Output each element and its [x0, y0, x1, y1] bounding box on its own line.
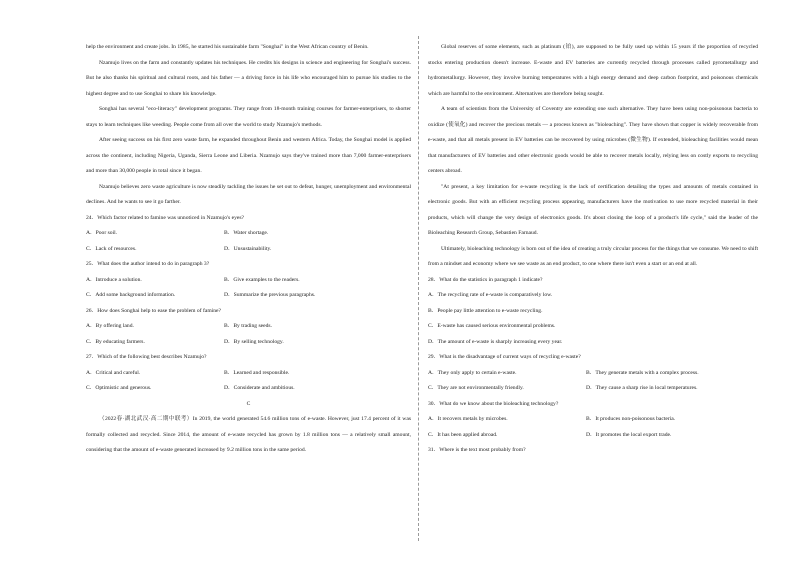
left-column [86, 40, 411, 459]
passage-paragraph: After seeing success on his first zero waste farm, he expanded throughout Benin and western Africa. Today, the Songhai model is applied across the continent, including Nigeria, Uganda, Sierra Leone and Liberia. Nzamujo says they've trained more than 7,000 farmer-enterprisers and more than 30,000 people in total since it began. [86, 137, 411, 174]
passage-paragraph: Songhai has several "eco-literacy" development programs. They range from 18-month training courses for farmer-enterprisers, to shorter stays to learn techniques like weeding. People come from all over the world to study Nzamujo's methods. [86, 106, 411, 128]
option-a: A．It recovers metals by microbes. [428, 416, 508, 422]
question-29-options-row-2 [428, 381, 758, 397]
option-d: D．Unsustainability. [224, 245, 272, 252]
option-d: D．By selling technology. [224, 338, 284, 345]
column-divider [418, 36, 419, 541]
option-c: C．Lack of resources. [86, 245, 137, 252]
question-29-stem: 29．What is the disadvantage of current ways of recycling e-waste? [428, 354, 581, 360]
question-30-options-row-2 [428, 428, 758, 444]
option-d: D．It promotes the local export trade. [586, 431, 672, 438]
question-25-options-row-2 [86, 288, 411, 304]
option-c: C．E-waste has caused serious environmental problems. [428, 323, 556, 329]
question-26-options-row-1 [86, 319, 411, 335]
question-25-options-row-1 [86, 273, 411, 289]
option-a: A．Poor soil. [86, 230, 118, 236]
question-27-options-row-1 [86, 366, 411, 382]
passage-paragraph: Global reserves of some elements, such as platinum (铂), are supposed to be fully used up within 15 years if the proportion of recycled stocks entering production doesn't increase. E-waste and EV batteries are currently recycled through processes called pyrometallurgy and hydrometallurgy. However, they involve burning temperatures with a high energy demand and deep carbon footprint, and poisonous chemicals which are harmful to the environment. Alternatives are therefore being sought. [428, 44, 758, 97]
option-b: B．People pay little attention to e-waste recycling. [428, 307, 543, 314]
option-d: D．The amount of e-waste is sharply increasing every year. [428, 338, 563, 345]
passage-paragraph: "At present, a key limitation for e-waste recycling is the lack of certification detailing the types and amounts of metals contained in electronic goods. But with an efficient recycling process appearing, manufacturers have the motivation to use more recycled material in their products, which will change the very design of electronics goods. It's about closing the loop of a product's life cycle," said the leader of the Bioleaching Research Group, Sebastien Farnaud. [428, 183, 758, 236]
question-27-stem: 27．Which of the following best describes Nzamujo? [86, 354, 207, 360]
passage-c-paragraph: （2022春·湖北武汉·高二期中联考）In 2019, the world generated 54.6 million tons of e-waste. However, just 17.4 percent of it was formally collected and recycled. Since 2014, the amount of e-waste recycled has grown by 1.8 million tons — a relatively small amount, considering that the amount of e-waste generated increased by 9.2 million tons in the same period. [86, 416, 411, 453]
question-24-options-row-2 [86, 242, 411, 258]
option-d: D．Summarize the previous paragraphs. [224, 292, 316, 298]
option-c: C．It has been applied abroad. [428, 431, 498, 438]
question-30-options-row-1 [428, 412, 758, 428]
question-29-options-row-1 [428, 366, 758, 382]
option-a: A．The recycling rate of e-waste is comparatively low. [428, 292, 553, 298]
question-30-stem: 30．What do we know about the bioleaching technology? [428, 400, 559, 407]
option-d: D．Considerate and ambitious. [224, 385, 295, 391]
option-b: B．Water shortage. [224, 230, 269, 236]
question-31-stem: 31．Where is the text most probably from? [428, 447, 526, 453]
question-24-stem: 24．Which factor related to famine was unnoticed in Nzamujo's eyes? [86, 214, 245, 221]
option-a: A．Critical and careful. [86, 369, 141, 376]
passage-paragraph: A team of scientists from the University of Coventry are extending one such alternative. They have been using non-poisonous bacteria to oxidize (使氧化) and recover the precious metals — a process known as "bioleaching". They have shown that copper is widely recoverable from e-waste, and that all metals present in EV batteries can be recovered by using microbes (微生物). If extended, bioleaching facilities would mean that manufacturers of EV batteries and other electronic goods would be able to recover metals locally, relying less on costly exports to recycling centers abroad. [428, 106, 758, 174]
option-c: C．Add some background information. [86, 292, 176, 298]
right-column [428, 40, 758, 459]
question-24-options-row-1 [86, 226, 411, 242]
option-b: B．It produces non-poisonous bacteria. [586, 416, 676, 422]
option-a: A．By offering land. [86, 323, 134, 329]
question-26-stem: 26．How does Songhai help to ease the problem of famine? [86, 307, 221, 314]
question-26-options-row-2 [86, 335, 411, 351]
option-b: B．Give examples to the readers. [224, 276, 300, 283]
question-27-options-row-2 [86, 381, 411, 397]
passage-paragraph: Nzamujo believes zero waste agriculture is now steadily tackling the issues he set out to defeat, hunger, unemployment and environmental declines. And he wants to see it go farther. [86, 183, 411, 205]
option-d: D．They cause a sharp rise in local temperatures. [586, 385, 698, 391]
option-c: C．By educating farmers. [86, 338, 145, 345]
passage-paragraph: Ultimately, bioleaching technology is born out of the idea of creating a truly circular process for the things that we consume. We need to shift from a mindset and economy where we see waste as an end product, to one where there isn't even a start or an end at all. [428, 245, 758, 267]
option-c: C．Optimistic and generous. [86, 385, 152, 391]
question-28-stem: 28．What do the statistics in paragraph 1 indicate? [428, 276, 543, 283]
option-b: B．By trading seeds. [224, 323, 273, 329]
option-c: C．They are not environmentally friendly. [428, 385, 524, 391]
option-a: A．They only apply to certain e-waste. [428, 369, 517, 376]
section-heading-c: C [246, 400, 251, 407]
option-a: A．Introduce a solution. [86, 276, 142, 283]
question-25-stem: 25．What does the author intend to do in paragraph 3? [86, 261, 210, 267]
passage-paragraph: Nzamujo lives on the farm and constantly updates his techniques. He credits his designs in science and engineering for Songhai's success. But he also thanks his spiritual and cultural roots, and his father — a driving force in his life who encouraged him to pursue his studies to the highest degree and to use Songhai to share his knowledge. [86, 59, 411, 97]
option-b: B．Learned and responsible. [224, 369, 290, 376]
passage-paragraph: help the environment and create jobs. In 1985, he started his sustainable farm "Songhai" in the West African country of Benin. [86, 44, 369, 50]
option-b: B．They generate metals with a complex process. [586, 369, 699, 376]
